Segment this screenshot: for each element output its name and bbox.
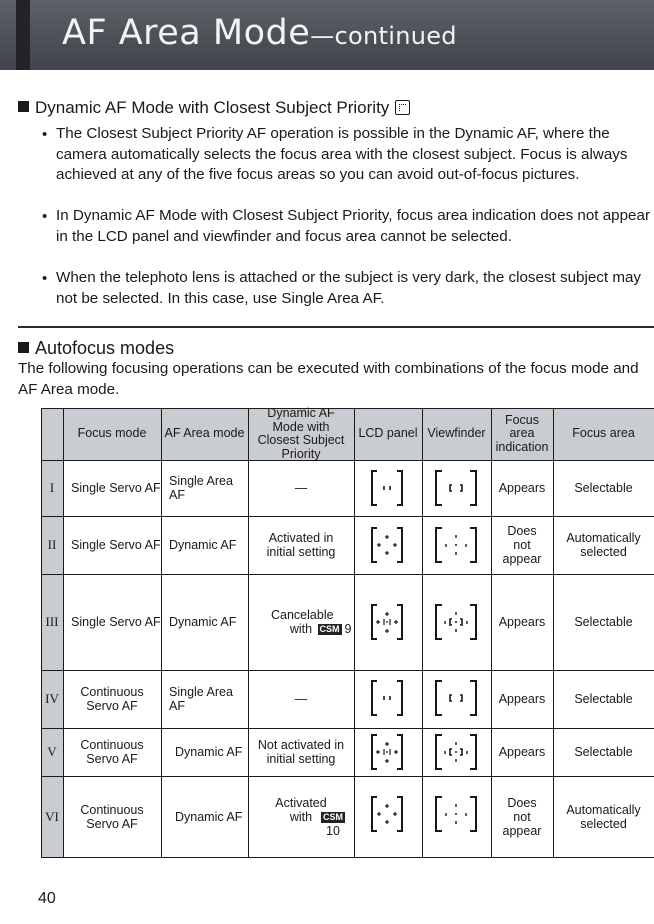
row-number: V [47, 744, 57, 759]
section-divider [18, 326, 654, 328]
dynamic-af-closest-subject-icon [395, 100, 410, 115]
cell-dynamic-af [248, 574, 354, 670]
csm-setting-number: 10 [326, 824, 340, 838]
bullet-telephoto: When the telephoto lens is attached or the subject is very dark, the closest subject may not be selected. In this case, use Single Area AF. [56, 269, 642, 307]
row-number: III [45, 614, 59, 629]
row-number: II [47, 537, 57, 552]
cell-focus-area: Automatically selected [566, 803, 641, 831]
square-bullet-icon [18, 101, 29, 112]
page-title [62, 13, 457, 53]
cell-focus-area: Selectable [574, 745, 633, 759]
cell-af-area-mode: Single Area AF [169, 474, 233, 502]
cell-dynamic-af: — [294, 692, 308, 706]
cell-dynamic-af: Not activated in initial setting [257, 738, 345, 766]
lcd-dynamic-all-areas-icon [370, 526, 404, 564]
header-af-area-mode: AF Area mode [164, 426, 245, 441]
cell-focus-mode: Continuous Servo AF [80, 685, 144, 713]
csm-badge-icon: CSM [323, 812, 343, 822]
cell-focus-area: Selectable [574, 692, 633, 706]
cell-af-area-mode: Single Area AF [169, 685, 233, 713]
viewfinder-dynamic-selected-area-icon [434, 733, 478, 771]
page-number: 40 [38, 890, 56, 907]
cell-indication: Appears [498, 481, 546, 495]
header-focus-area: Focus area [572, 426, 635, 441]
cell-focus-mode: Single Servo AF [71, 481, 161, 495]
viewfinder-dynamic-all-areas-icon [434, 795, 478, 833]
cell-indication: Appears [498, 692, 546, 706]
header-focus-area-indication: Focus area indication [495, 412, 549, 454]
cell-dynamic-af [248, 776, 354, 858]
section-heading-text: Autofocus modes [35, 338, 175, 358]
section-autofocus-heading [18, 338, 174, 359]
viewfinder-dynamic-all-areas-icon [434, 526, 478, 564]
section-heading-text: Dynamic AF Mode with Closest Subject Priority [35, 98, 390, 117]
bullet-dot: • [42, 270, 48, 287]
cell-dynamic-af: — [294, 481, 308, 495]
table-grid-line [354, 408, 355, 858]
cell-indication: Appears [498, 745, 546, 759]
csm-setting [312, 810, 354, 838]
lcd-single-area-icon [370, 679, 404, 717]
cell-focus-mode: Single Servo AF [71, 615, 161, 629]
header-focus-mode: Focus mode [77, 426, 147, 441]
page-title-main: AF Area Mode [62, 13, 311, 53]
cell-af-area-mode: Dynamic AF [175, 745, 243, 759]
cell-af-area-mode: Dynamic AF [169, 615, 237, 629]
page-title-suffix: —continued [310, 22, 457, 50]
row-number: IV [45, 691, 59, 706]
cell-indication: Does not appear [502, 524, 542, 566]
lcd-single-area-icon [370, 469, 404, 507]
header-dynamic-af: Dynamic AF Mode with Closest Subject Priority [257, 406, 345, 461]
cell-dynamic-af-text: Cancelable with [271, 608, 334, 636]
bullet-closest-subject: The Closest Subject Priority AF operation is possible in the Dynamic AF, where the camera automatically selects the focus area with the closest subject. Focus is always achieved at any of the five focus areas so you can avoid out-of-focus pictures. [56, 125, 628, 183]
section-dynamic-af-heading [18, 98, 410, 118]
lcd-dynamic-all-areas-icon [370, 795, 404, 833]
viewfinder-single-area-icon [434, 679, 478, 717]
bullet-dot: • [42, 208, 48, 225]
autofocus-intro: The following focusing operations can be executed with combinations of the focus mode and AF Area mode. [18, 360, 639, 398]
row-number: VI [45, 809, 59, 824]
cell-indication: Appears [498, 615, 546, 629]
viewfinder-single-area-icon [434, 469, 478, 507]
cell-focus-area: Selectable [574, 615, 633, 629]
lcd-dynamic-selected-area-icon [370, 733, 404, 771]
cell-af-area-mode: Dynamic AF [169, 538, 237, 552]
cell-dynamic-af: Activated in initial setting [266, 531, 336, 559]
lcd-dynamic-selected-area-icon [370, 603, 404, 641]
cell-af-area-mode: Dynamic AF [175, 810, 243, 824]
row-number: I [49, 480, 55, 495]
csm-setting-number: 9 [344, 622, 352, 636]
csm-setting [315, 622, 352, 636]
cell-dynamic-af-text: Activated with [275, 796, 327, 824]
viewfinder-dynamic-selected-area-icon [434, 603, 478, 641]
csm-badge-icon: CSM [319, 624, 340, 634]
bullet-dot: • [42, 126, 48, 143]
bullet-indication: In Dynamic AF Mode with Closest Subject Priority, focus area indication does not appear in the LCD panel and viewfinder and focus area cannot be selected. [56, 207, 651, 245]
cell-focus-mode: Single Servo AF [71, 538, 161, 552]
cell-focus-area: Selectable [574, 481, 633, 495]
cell-focus-mode: Continuous Servo AF [80, 803, 144, 831]
cell-focus-mode: Continuous Servo AF [80, 738, 144, 766]
header-lcd-panel: LCD panel [358, 426, 418, 441]
cell-focus-area: Automatically selected [566, 531, 641, 559]
square-bullet-icon [18, 342, 29, 353]
cell-indication: Does not appear [502, 796, 542, 838]
table-grid-line [422, 408, 423, 858]
header-edge-stripe [16, 0, 30, 70]
header-viewfinder: Viewfinder [427, 426, 486, 441]
